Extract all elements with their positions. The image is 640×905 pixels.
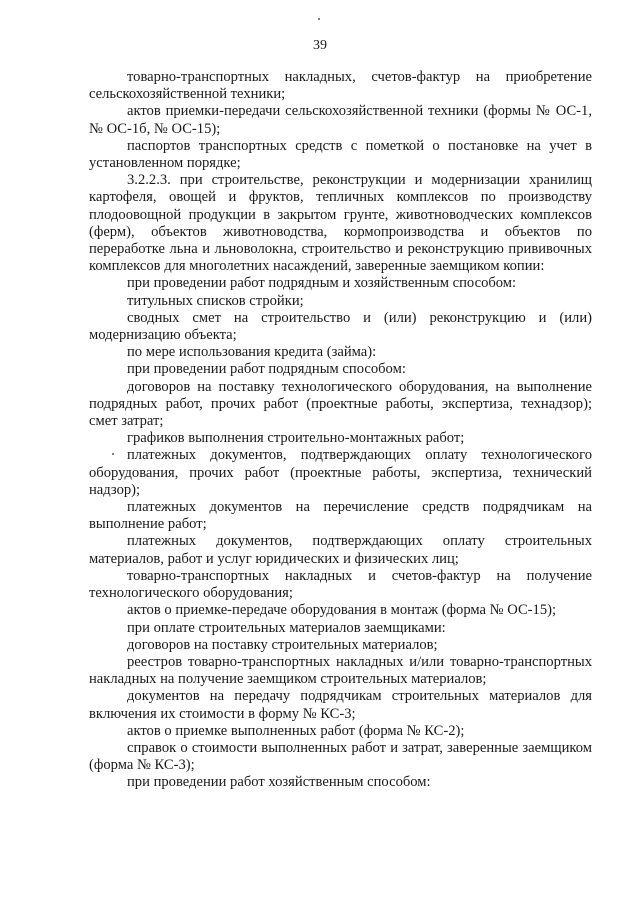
paragraph: при проведении работ хозяйственным способом:: [127, 774, 431, 791]
paragraph: товарно-транспортных накладных, счетов-фактур на приобретение сельскохозяйственной техники;: [89, 69, 592, 103]
paragraph: товарно-транспортных накладных и счетов-фактур на получение технологического оборудования;: [89, 567, 592, 602]
paragraph: платежных документов, подтверждающих оплату технологического оборудования, прочих работ (проектные работы, экспертиза, технический надзор);: [89, 447, 592, 498]
paragraph: платежных документов на перечисление средств подрядчикам на выполнение работ;: [89, 499, 592, 533]
paragraph: паспортов транспортных средств с пометкой о постановке на учет в установленном порядке;: [89, 137, 592, 172]
paragraph: 3.2.2.3. при строительстве, реконструкции и модернизации хранилищ картофеля, овощей и фруктов, тепличных комплексов по производству плодоовощной продукции в закрытом грунте, животноводческих комплексов (ферм), объектов животноводства, кормопроизводства и объектов по переработке льна и льноволокна, строительство и реконструкцию прививочных комплексов для многолетних насаждений, заверенные заемщиком копии:: [89, 172, 592, 275]
paragraph: договоров на поставку строительных материалов;: [127, 636, 438, 653]
paragraph: по мере использования кредита (займа):: [127, 344, 377, 361]
paragraph: справок о стоимости выполненных работ и затрат, заверенные заемщиком (форма № КС-3);: [89, 739, 592, 774]
paragraph: актов о приемке-передаче оборудования в монтаж (форма № ОС-15);: [127, 602, 557, 619]
paragraph: договоров на поставку технологического оборудования, на выполнение подрядных работ, прочих работ (проектные работы, экспертиза, технадзор); смет затрат;: [89, 378, 592, 430]
paragraph: титульных списков стройки;: [127, 292, 304, 309]
paragraph: реестров товарно-транспортных накладных и/или товарно-транспортных накладных на получение заемщиком строительных материалов;: [89, 653, 592, 688]
paragraph: актов о приемке выполненных работ (форма № КС-2);: [127, 722, 465, 739]
paragraph: актов приемки-передачи сельскохозяйственной техники (формы № ОС-1, № ОС-1б, № ОС-15);: [89, 103, 592, 137]
paragraph: при проведении работ подрядным и хозяйственным способом:: [127, 275, 517, 292]
document-body: [89, 69, 592, 792]
paragraph: при оплате строительных материалов заемщиками:: [127, 619, 446, 636]
paragraph: платежных документов, подтверждающих оплату строительных материалов, работ и услуг юридических и физических лиц;: [89, 533, 592, 567]
paragraph: графиков выполнения строительно-монтажных работ;: [127, 430, 465, 447]
paragraph: документов на передачу подрядчикам строительных материалов для включения их стоимости в форму № КС-3;: [89, 688, 592, 722]
paragraph: при проведении работ подрядным способом:: [127, 361, 406, 378]
page-number: 39: [313, 38, 327, 53]
paragraph: сводных смет на строительство и (или) реконструкцию и (или) модернизацию объекта;: [89, 309, 592, 344]
scan-speck: [318, 18, 320, 20]
